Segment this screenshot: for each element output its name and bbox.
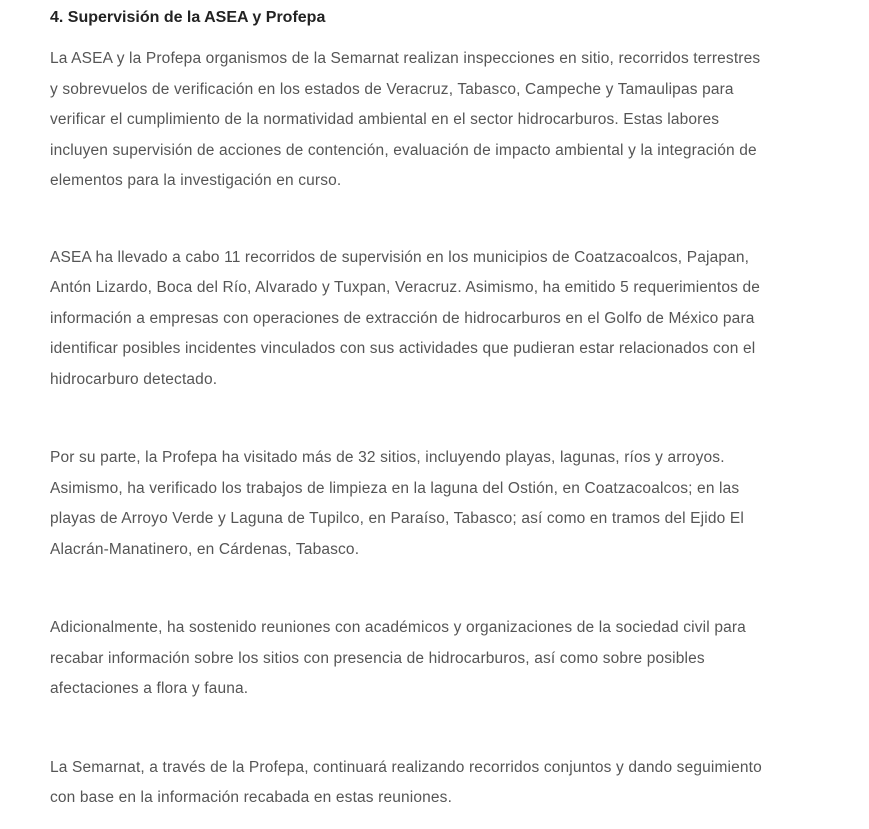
paragraph-follow-up: La Semarnat, a través de la Profepa, continuará realizando recorridos conjuntos y dando seguimiento con base en la información recabada en estas reuniones. xyxy=(50,758,762,806)
paragraph-profepa-visits: Por su parte, la Profepa ha visitado más de 32 sitios, incluyendo playas, lagunas, ríos y arroyos. Asimismo, ha verificado los trabajos de limpieza en la laguna del Ostión, en Coatzacoalcos; en las playas de Arroyo Verde y Laguna de Tupilco, en Paraíso, Tabasco; así como en tramos del Ejido El Alacrán-Manatinero, en Cárdenas, Tabasco. xyxy=(50,449,744,558)
article-section xyxy=(50,6,770,814)
paragraph-asea-supervision: ASEA ha llevado a cabo 11 recorridos de supervisión en los municipios de Coatzacoalcos, Pajapan, Antón Lizardo, Boca del Río, Alvarado y Tuxpan, Veracruz. Asimismo, ha emitido 5 requerimientos de información a empresas con operaciones de extracción de hidrocarburos en el Golfo de México para identificar posibles incidentes vinculados con sus actividades que pudieran estar relacionados con el hidrocarburo detectado. xyxy=(50,248,760,388)
paragraph-meetings: Adicionalmente, ha sostenido reuniones con académicos y organizaciones de la sociedad civil para recabar información sobre los sitios con presencia de hidrocarburos, así como sobre posibles afectaciones a flora y fauna. xyxy=(50,619,746,697)
paragraph-asea-profepa-inspections: La ASEA y la Profepa organismos de la Semarnat realizan inspecciones en sitio, recorridos terrestres y sobrevuelos de verificación en los estados de Veracruz, Tabasco, Campeche y Tamaulipas para verificar el cumplimiento de la normatividad ambiental en el sector hidrocarburos. Estas labores incluyen supervisión de acciones de contención, evaluación de impacto ambiental y la integración de elementos para la investigación en curso. xyxy=(50,50,761,189)
section-heading: 4. Supervisión de la ASEA y Profepa xyxy=(50,9,326,26)
